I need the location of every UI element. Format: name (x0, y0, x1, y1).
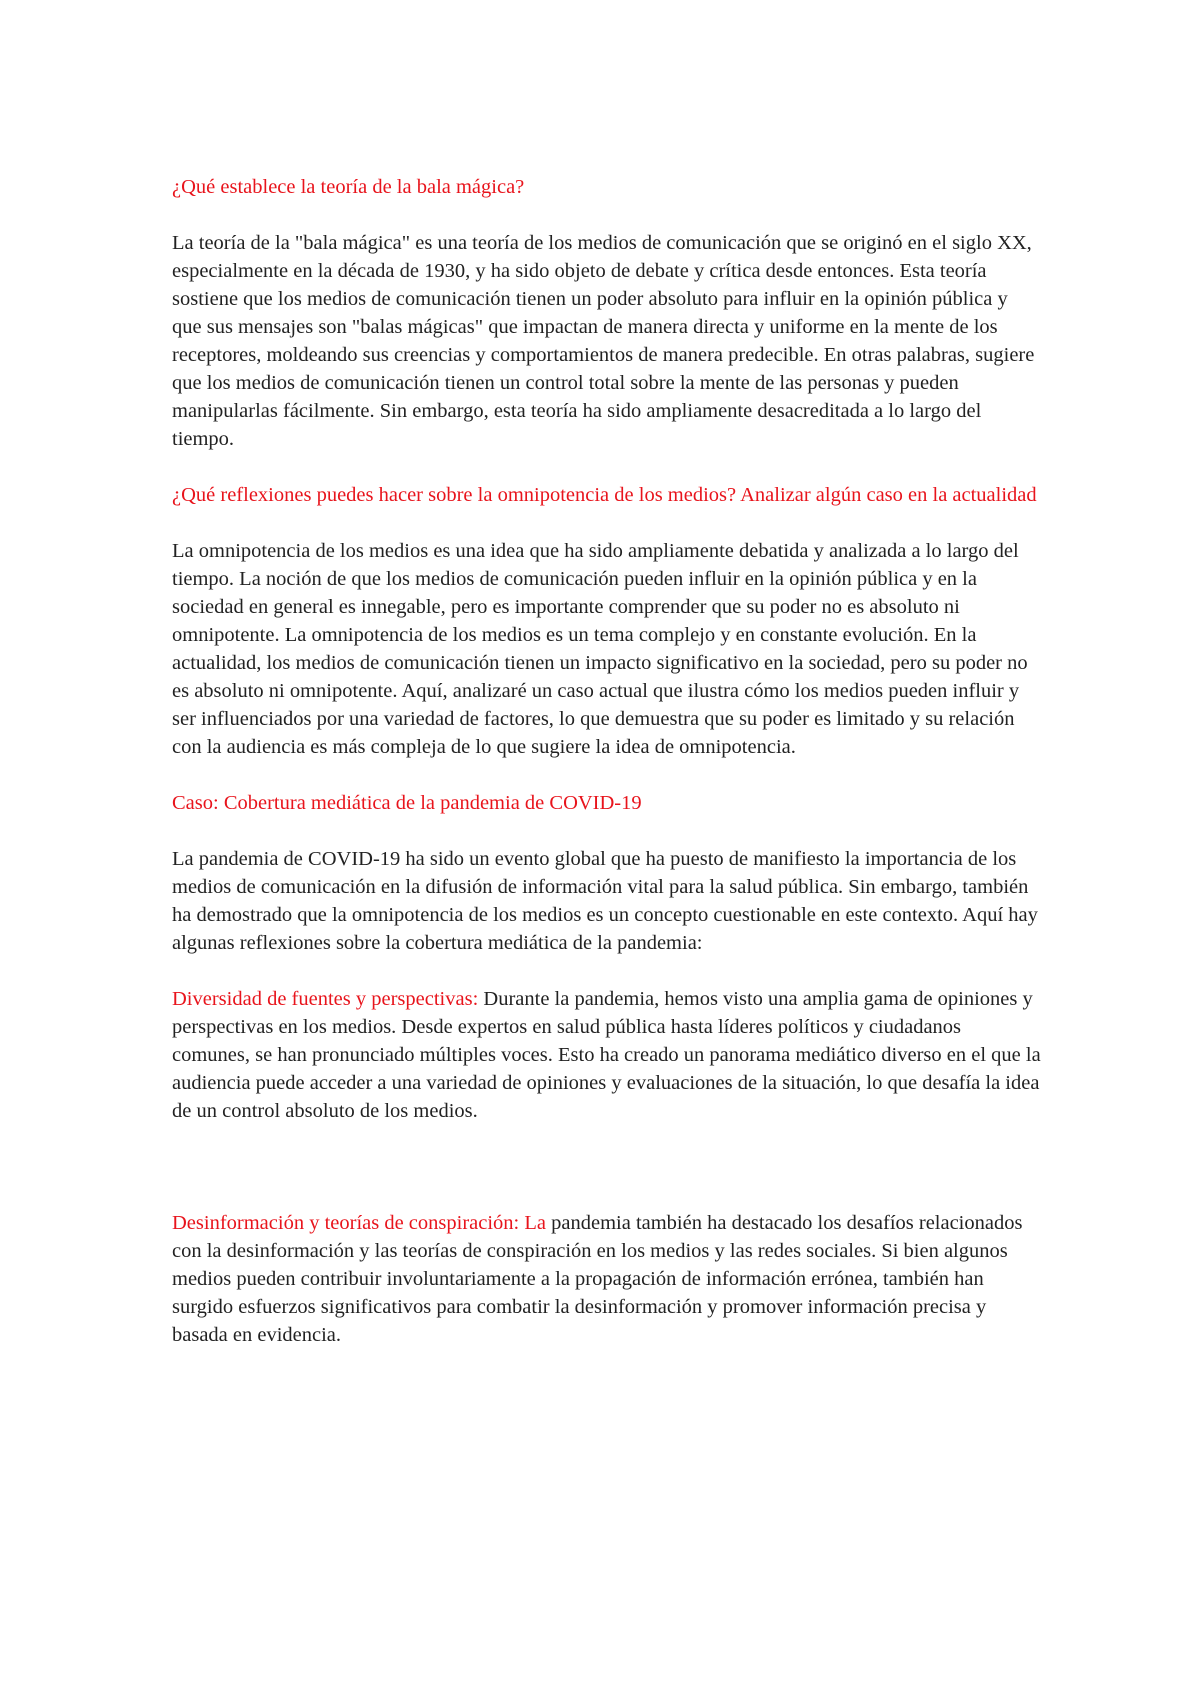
case-intro: La pandemia de COVID-19 ha sido un evento global que ha puesto de manifiesto la importancia de los medios de comunicación en la difusión de información vital para la salud pública. Sin embargo, también ha demostrado que la omnipotencia de los medios es un concepto cuestionable en este contexto. Aquí hay algunas reflexiones sobre la cobertura mediática de la pandemia: (172, 848, 1038, 954)
point-disinformation-lead: Desinformación y teorías de conspiración: La (172, 1212, 546, 1234)
point-disinformation-text: pandemia también ha destacado los desafíos relacionados con la desinformación y las teorías de conspiración en los medios y las redes sociales. Si bien algunos medios pueden contribuir involuntariamente a la propagación de información errónea, también han surgido esfuerzos significativos para combatir la desinformación y promover información precisa y basada en evidencia. (172, 1212, 1023, 1346)
question-2-heading: ¿Qué reflexiones puedes hacer sobre la omnipotencia de los medios? Analizar algún caso en la actualidad (172, 484, 1037, 506)
point-diversity-text: Durante la pandemia, hemos visto una amplia gama de opiniones y perspectivas en los medios. Desde expertos en salud pública hasta líderes políticos y ciudadanos comunes, se han pronunciado múltiples voces. Esto ha creado un panorama mediático diverso en el que la audiencia puede acceder a una variedad de opiniones y evaluaciones de la situación, lo que desafía la idea de un control absoluto de los medios. (172, 988, 1041, 1122)
document-content (172, 173, 1042, 1349)
question-1-heading: ¿Qué establece la teoría de la bala mágica? (172, 176, 525, 198)
point-diversity (172, 985, 1042, 1125)
case-heading: Caso: Cobertura mediática de la pandemia de COVID-19 (172, 792, 642, 814)
point-diversity-lead: Diversidad de fuentes y perspectivas: (172, 988, 479, 1010)
question-1-answer: La teoría de la "bala mágica" es una teoría de los medios de comunicación que se originó en el siglo XX, especialmente en la década de 1930, y ha sido objeto de debate y crítica desde entonces. Esta teoría sostiene que los medios de comunicación tienen un poder absoluto para influir en la opinión pública y que sus mensajes son "balas mágicas" que impactan de manera directa y uniforme en la mente de los receptores, moldeando sus creencias y comportamientos de manera predecible. En otras palabras, sugiere que los medios de comunicación tienen un control total sobre la mente de las personas y pueden manipularlas fácilmente. Sin embargo, esta teoría ha sido ampliamente desacreditada a lo largo del tiempo. (172, 232, 1035, 450)
question-2-answer: La omnipotencia de los medios es una idea que ha sido ampliamente debatida y analizada a lo largo del tiempo. La noción de que los medios de comunicación pueden influir en la opinión pública y en la sociedad en general es innegable, pero es importante comprender que su poder no es absoluto ni omnipotente. La omnipotencia de los medios es un tema complejo y en constante evolución. En la actualidad, los medios de comunicación tienen un impacto significativo en la sociedad, pero su poder no es absoluto ni omnipotente. Aquí, analizaré un caso actual que ilustra cómo los medios pueden influir y ser influenciados por una variedad de factores, lo que demuestra que su poder es limitado y su relación con la audiencia es más compleja de lo que sugiere la idea de omnipotencia. (172, 540, 1028, 758)
point-disinformation (172, 1209, 1042, 1349)
